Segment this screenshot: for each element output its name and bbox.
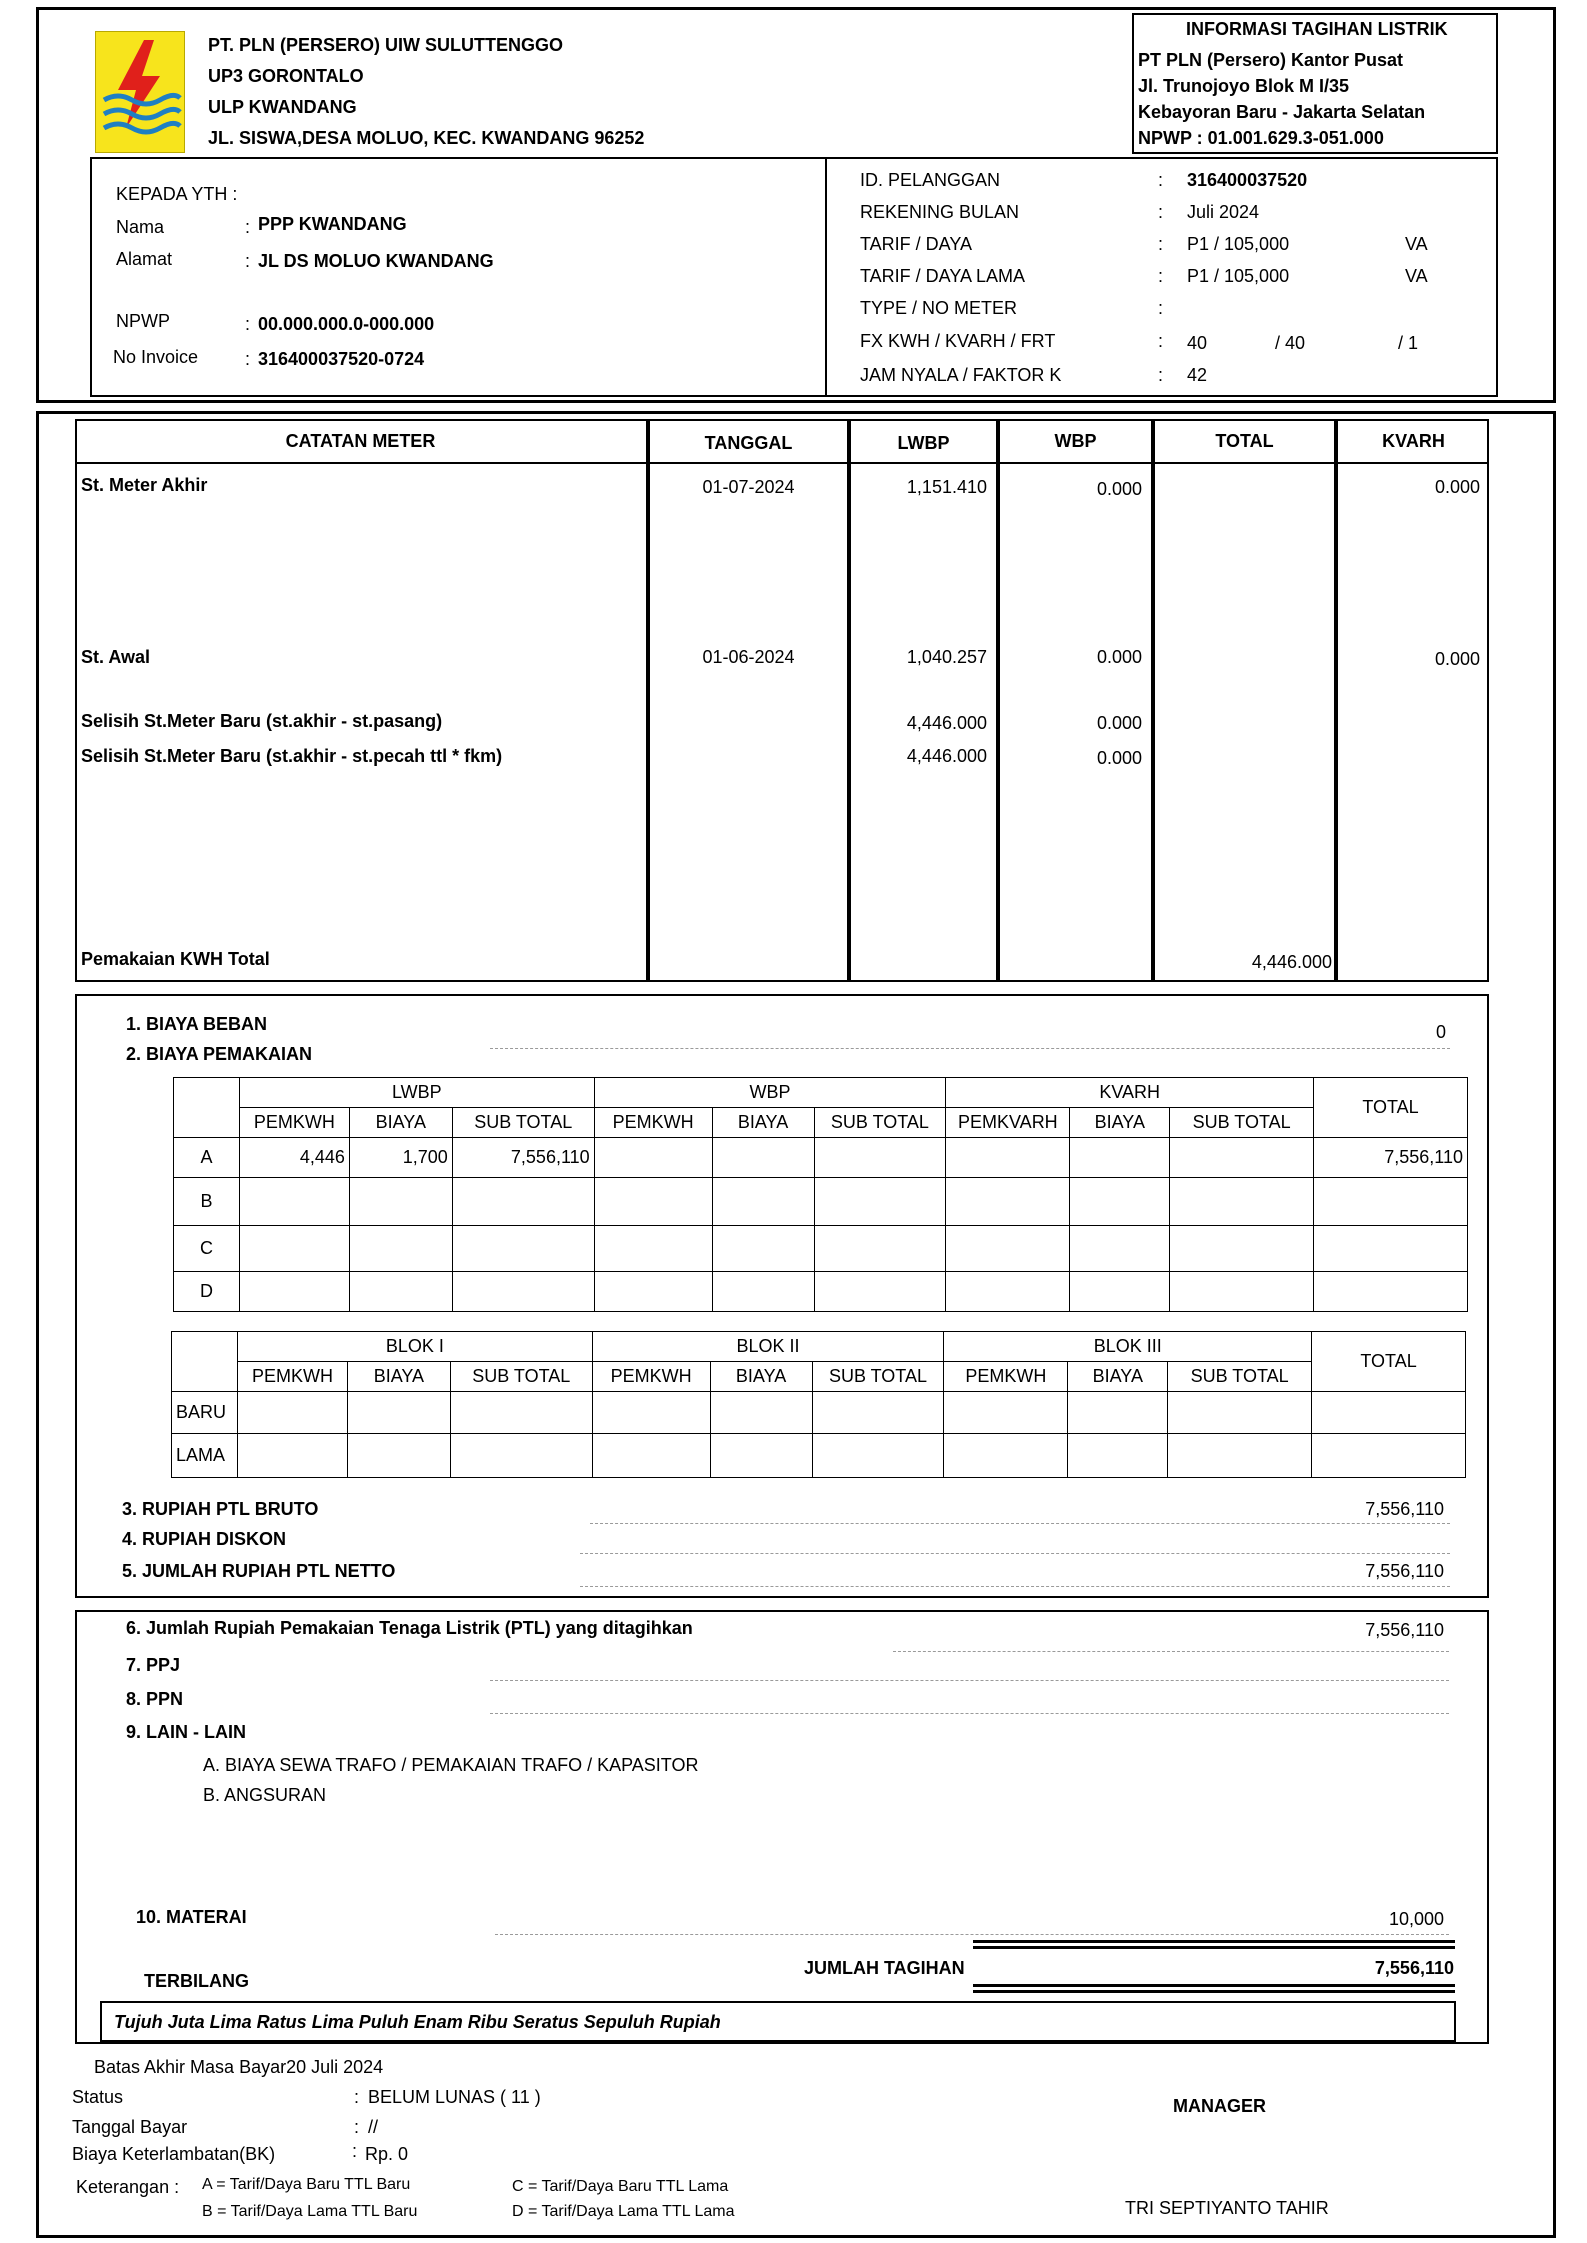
sub-header: PEMKWH [944,1362,1068,1392]
tarif-lama-label: TARIF / DAYA LAMA [860,266,1026,286]
id-value: 316400037520 [1187,170,1308,190]
sub-header: BIAYA [712,1108,814,1138]
table-cell [1312,1434,1466,1478]
company-line3: ULP KWANDANG [208,97,357,117]
awal-lwbp: 1,040.257 [906,647,987,667]
table-cell [946,1226,1070,1272]
meter-header-kvarh: KVARH [1382,431,1445,451]
lain-b: B. ANGSURAN [203,1785,327,1805]
rek-label: REKENING BULAN [860,202,1020,222]
meter-header-catatan: CATATAN METER [285,431,436,451]
group-blok3: BLOK III [944,1332,1312,1362]
bk-label: Biaya Keterlambatan(BK) [72,2144,276,2164]
colon: : [245,314,251,334]
table-cell [710,1392,812,1434]
table-cell [712,1138,814,1178]
materai-label: 10. MATERAI [136,1907,247,1927]
table-cell: 7,556,110 [452,1138,594,1178]
table-cell [349,1226,452,1272]
table-cell [347,1392,450,1434]
colon: : [354,2087,360,2107]
sub-header: BIAYA [1068,1362,1168,1392]
sub-header: PEMKWH [237,1362,347,1392]
dotted-line [490,1680,1449,1681]
bruto-label: 3. RUPIAH PTL BRUTO [122,1499,319,1519]
selisih1-lwbp: 4,446.000 [906,713,987,733]
table-cell [712,1226,814,1272]
table-cell [1168,1392,1312,1434]
info-title: INFORMASI TAGIHAN LISTRIK [1186,19,1448,39]
info-line3: Kebayoran Baru - Jakarta Selatan [1138,102,1426,122]
double-rule [973,1984,1455,1987]
selisih1-label: Selisih St.Meter Baru (st.akhir - st.pasang) [81,711,443,731]
table-cell [1070,1178,1170,1226]
colon: : [1158,266,1164,286]
table-cell [592,1392,710,1434]
rek-value: Juli 2024 [1187,202,1260,222]
ppj-label: 7. PPJ [126,1655,181,1675]
row-total [1314,1178,1468,1226]
group-blok2: BLOK II [592,1332,944,1362]
row-total [1314,1226,1468,1272]
double-rule [973,1946,1455,1949]
table-cell [814,1226,946,1272]
alamat-value: JL DS MOLUO KWANDANG [258,251,494,271]
meter-header-line [75,462,1489,464]
table-cell [944,1392,1068,1434]
meter-header-total: TOTAL [1215,431,1274,451]
jumlah-tagihan-value: 7,556,110 [1374,1958,1454,1978]
selisih2-label: Selisih St.Meter Baru (st.akhir - st.pecah ttl * fkm) [81,746,503,766]
meter-table [75,419,1489,982]
akhir-label: St. Meter Akhir [81,475,208,495]
kepada-label: KEPADA YTH : [116,184,238,204]
meter-col-line [1151,419,1155,982]
table-cell [712,1272,814,1312]
dotted-line [580,1553,1450,1554]
dotted-line [893,1651,1449,1652]
colon: : [1158,298,1164,318]
table-cell [594,1138,712,1178]
pemakaian-total-value: 4,446.000 [1251,952,1332,972]
colon: : [1158,234,1164,254]
row-label: A [174,1138,240,1178]
npwp-label: NPWP [116,311,170,331]
biaya-beban-label: 1. BIAYA BEBAN [126,1014,268,1034]
table-cell [1070,1226,1170,1272]
meter-col-line [646,419,650,982]
group-wbp: WBP [594,1078,946,1108]
table-cell [349,1178,452,1226]
tarif-lama-va: VA [1405,266,1428,286]
meter-header-lwbp: LWBP [897,433,950,453]
blok-row-label: LAMA [172,1434,238,1478]
table-cell [946,1272,1070,1312]
double-rule [973,1940,1455,1943]
row-label: C [174,1226,240,1272]
akhir-tanggal: 01-07-2024 [702,477,795,497]
table-cell [946,1178,1070,1226]
nama-value: PPP KWANDANG [258,214,407,234]
table-cell [592,1434,710,1478]
colon: : [1158,170,1164,190]
double-rule [973,1990,1455,1993]
table-cell [1070,1272,1170,1312]
nama-label: Nama [116,217,165,237]
table-cell [347,1434,450,1478]
sub-header: SUB TOTAL [814,1108,946,1138]
lain-a: A. BIAYA SEWA TRAFO / PEMAKAIAN TRAFO / KAPASITOR [203,1755,699,1775]
meter-header-wbp: WBP [1054,431,1097,451]
row-label: D [174,1272,240,1312]
total-header: TOTAL [1314,1078,1468,1138]
table-cell [1070,1138,1170,1178]
colon: : [354,2117,360,2137]
jam-value: 42 [1187,365,1208,385]
blok-row-label: BARU [172,1392,238,1434]
table-cell [946,1138,1070,1178]
table-cell [237,1434,347,1478]
colon: : [352,2141,358,2161]
dotted-line [490,1048,1450,1049]
table-cell [594,1272,712,1312]
table-cell [594,1178,712,1226]
batas-akhir: Batas Akhir Masa Bayar20 Juli 2024 [94,2057,384,2077]
biaya-pemakaian-label: 2. BIAYA PEMAKAIAN [126,1044,313,1064]
table-cell [349,1272,452,1312]
netto-value: 7,556,110 [1365,1561,1444,1581]
table-cell [450,1392,592,1434]
table-cell [812,1392,944,1434]
table-cell [710,1434,812,1478]
table-cell [814,1138,946,1178]
table-cell [814,1272,946,1312]
table-cell [1068,1392,1168,1434]
table-cell [239,1272,349,1312]
meter-col-line [847,419,851,982]
table-cell [452,1178,594,1226]
table-cell [239,1178,349,1226]
corner-cell [172,1332,238,1392]
selisih2-wbp: 0.000 [1096,748,1142,768]
group-lwbp: LWBP [239,1078,594,1108]
meter-col-line [996,419,1000,982]
ptl-label: 6. Jumlah Rupiah Pemakaian Tenaga Listrik (PTL) yang ditagihkan [126,1618,693,1638]
keterangan-label: Keterangan : [76,2177,180,2197]
awal-wbp: 0.000 [1096,647,1142,667]
jam-label: JAM NYALA / FAKTOR K [860,365,1062,385]
blok-total-header: TOTAL [1312,1332,1466,1392]
id-label: ID. PELANGGAN [860,170,1001,190]
table-cell [237,1392,347,1434]
sub-header: PEMKWH [592,1362,710,1392]
sub-header: SUB TOTAL [1170,1108,1314,1138]
dotted-line [490,1713,1449,1714]
bruto-value: 7,556,110 [1365,1499,1444,1519]
table-cell [712,1178,814,1226]
meter-header-tanggal: TANGGAL [704,433,793,453]
corner-cell [174,1078,240,1138]
colon: : [1158,365,1164,385]
tagihan-section [75,1610,1489,2044]
fx-kwh: 40 [1187,333,1208,353]
pemakaian-table [173,1077,1468,1312]
customer-divider [825,157,827,397]
status-label: Status [72,2087,124,2107]
netto-label: 5. JUMLAH RUPIAH PTL NETTO [122,1561,396,1581]
table-cell [452,1226,594,1272]
biaya-beban-value: 0 [1436,1022,1447,1042]
selisih2-lwbp: 4,446.000 [906,746,987,766]
keterangan-c: C = Tarif/Daya Baru TTL Lama [512,2178,729,2195]
tanggal-bayar-label: Tanggal Bayar [72,2117,188,2137]
invoice-label: No Invoice [113,347,199,367]
signer-name: TRI SEPTIYANTO TAHIR [1125,2198,1329,2218]
table-cell [594,1226,712,1272]
table-cell [1068,1434,1168,1478]
selisih1-wbp: 0.000 [1096,713,1142,733]
table-cell [944,1434,1068,1478]
colon: : [245,217,251,237]
fx-frt: / 1 [1398,333,1419,353]
colon: : [1158,331,1164,351]
pemakaian-total-label: Pemakaian KWH Total [81,949,270,969]
status-value: BELUM LUNAS ( 11 ) [368,2087,541,2107]
keterangan-a: A = Tarif/Daya Baru TTL Baru [202,2176,411,2193]
blok-table [171,1331,1466,1478]
dotted-line [495,1934,1449,1935]
sub-header: PEMKWH [594,1108,712,1138]
ptl-value: 7,556,110 [1365,1620,1444,1640]
colon: : [245,251,251,271]
table-cell: 4,446 [239,1138,349,1178]
awal-tanggal: 01-06-2024 [702,647,795,667]
alamat-label: Alamat [116,249,173,269]
row-total: 7,556,110 [1314,1138,1468,1178]
tarif-label: TARIF / DAYA [860,234,973,254]
keterangan-b: B = Tarif/Daya Lama TTL Baru [202,2203,418,2220]
sub-header: SUB TOTAL [452,1108,594,1138]
table-cell [814,1178,946,1226]
fx-label: FX KWH / KVARH / FRT [860,331,1056,351]
sub-header: SUB TOTAL [450,1362,592,1392]
info-line1: PT PLN (Persero) Kantor Pusat [1138,50,1404,70]
table-cell [1170,1226,1314,1272]
info-line2: Jl. Trunojoyo Blok M I/35 [1138,76,1350,96]
bk-value: Rp. 0 [365,2144,409,2164]
table-cell [450,1434,592,1478]
table-cell [1312,1392,1466,1434]
type-label: TYPE / NO METER [860,298,1018,318]
tanggal-bayar-value: // [368,2117,379,2137]
terbilang-value: Tujuh Juta Lima Ratus Lima Puluh Enam Ribu Seratus Sepuluh Rupiah [114,2012,721,2032]
akhir-lwbp: 1,151.410 [906,477,987,497]
sub-header: BIAYA [1070,1108,1170,1138]
sub-header: PEMKVARH [946,1108,1070,1138]
tarif-lama-value: P1 / 105,000 [1187,266,1290,286]
akhir-wbp: 0.000 [1096,479,1142,499]
table-cell [239,1226,349,1272]
awal-label: St. Awal [81,647,151,667]
manager-title: MANAGER [1173,2096,1266,2116]
company-line4: JL. SISWA,DESA MOLUO, KEC. KWANDANG 96252 [208,128,645,148]
awal-kvarh: 0.000 [1434,649,1480,669]
terbilang-label: TERBILANG [144,1971,249,1991]
jumlah-tagihan-label: JUMLAH TAGIHAN [804,1958,965,1978]
group-blok1: BLOK I [237,1332,592,1362]
colon: : [245,349,251,369]
npwp-value: 00.000.000.0-000.000 [258,314,435,334]
meter-col-line [1334,419,1338,982]
table-cell: 1,700 [349,1138,452,1178]
ppn-label: 8. PPN [126,1689,184,1709]
akhir-kvarh: 0.000 [1434,477,1480,497]
sub-header: SUB TOTAL [1168,1362,1312,1392]
sub-header: PEMKWH [239,1108,349,1138]
table-cell [812,1434,944,1478]
company-line1: PT. PLN (PERSERO) UIW SULUTTENGGO [208,35,564,55]
group-kvarh: KVARH [946,1078,1314,1108]
lain-label: 9. LAIN - LAIN [126,1722,246,1742]
colon: : [1158,202,1164,222]
table-cell [1170,1272,1314,1312]
row-label: B [174,1178,240,1226]
company-line2: UP3 GORONTALO [208,66,364,86]
diskon-label: 4. RUPIAH DISKON [122,1529,287,1549]
pln-logo [95,31,185,153]
table-cell [452,1272,594,1312]
dotted-line [590,1523,1450,1524]
info-line4: NPWP : 01.001.629.3-051.000 [1138,128,1384,148]
table-cell [1170,1138,1314,1178]
row-total [1314,1272,1468,1312]
sub-header: BIAYA [347,1362,450,1392]
keterangan-d: D = Tarif/Daya Lama TTL Lama [512,2203,735,2220]
dotted-line [580,1586,1450,1587]
materai-value: 10,000 [1388,1909,1444,1929]
sub-header: BIAYA [349,1108,452,1138]
table-cell [1170,1178,1314,1226]
tarif-va: VA [1405,234,1428,254]
table-cell [1168,1434,1312,1478]
sub-header: SUB TOTAL [812,1362,944,1392]
tarif-value: P1 / 105,000 [1187,234,1290,254]
sub-header: BIAYA [710,1362,812,1392]
invoice-value: 316400037520-0724 [258,349,425,369]
fx-kvarh: / 40 [1275,333,1306,353]
